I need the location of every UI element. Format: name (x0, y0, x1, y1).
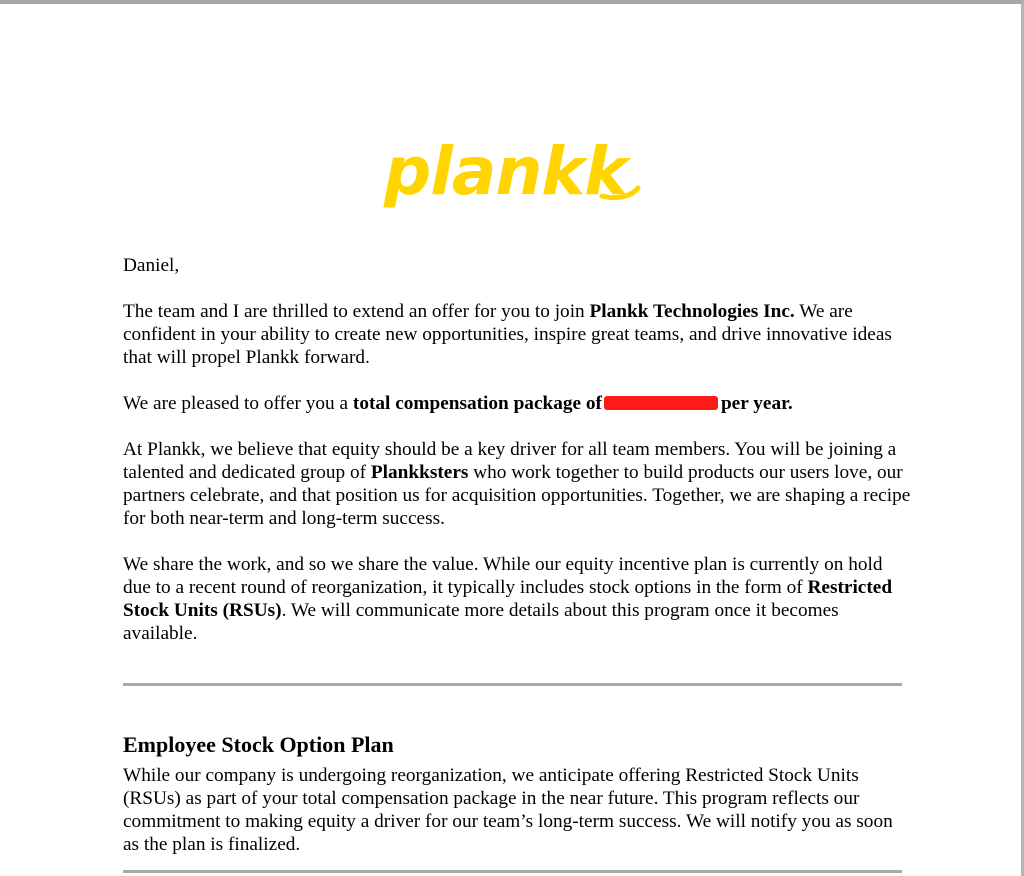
plankk-logo (380, 126, 642, 222)
company-name: Plankk Technologies Inc. (589, 301, 795, 322)
greeting: Daniel, (123, 255, 180, 276)
section-divider (123, 683, 902, 686)
section-divider-bottom (123, 870, 902, 873)
value-text-end: . We will communicate more details about this program once it becomes available. (123, 600, 839, 644)
compensation-label: total compensation package of (352, 393, 602, 414)
compensation-period: per year. (720, 393, 793, 414)
section-body: While our company is undergoing reorganization, we anticipate offering Restricted Stock Units (RSUs) as part of your total compensation package in the near future. This program reflects our commitment to making equity a driver for our team’s long-term success. We will notify you as soon as the plan is finalized. (123, 765, 893, 855)
logo-wordmark (380, 126, 642, 222)
redacted-amount (604, 396, 718, 410)
logo-text: plankk (384, 133, 628, 210)
offer-text-start: The team and I are thrilled to extend an offer for you to join (123, 301, 590, 322)
plankksters-term: Plankksters (370, 462, 469, 483)
value-paragraph (123, 553, 913, 645)
equity-text-end: who work together to build products our users love, our partners celebrate, and that position us for acquisition opportunities. Together, we are shaping a recipe for both near-term and long-term success. (123, 462, 911, 529)
value-text-start: We share the work, and so we share the value. While our equity incentive plan is currently on hold due to a recent round of reorganization, it typically includes stock options in the form of (123, 554, 883, 598)
offer-paragraph (123, 300, 913, 369)
offer-text-end: We are confident in your ability to create new opportunities, inspire great teams, and drive innovative ideas that will propel Plankk forward. (123, 301, 892, 368)
compensation-text-start: We are pleased to offer you a (123, 393, 353, 414)
equity-paragraph (123, 438, 913, 530)
rsu-term: Restricted Stock Units (RSUs) (123, 577, 893, 621)
equity-text-start: At Plankk, we believe that equity should be a key driver for all team members. You will be joining a talented and dedicated group of (123, 439, 897, 483)
compensation-paragraph (123, 392, 913, 415)
section-heading: Employee Stock Option Plan (123, 732, 394, 758)
